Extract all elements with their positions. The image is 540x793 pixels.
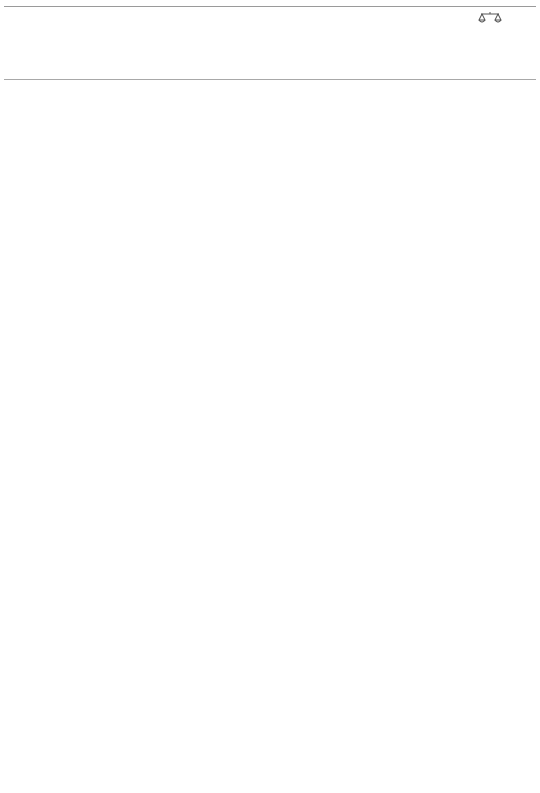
scale-icon (478, 11, 502, 25)
main-code-row (4, 52, 536, 80)
top-rule (4, 6, 536, 7)
